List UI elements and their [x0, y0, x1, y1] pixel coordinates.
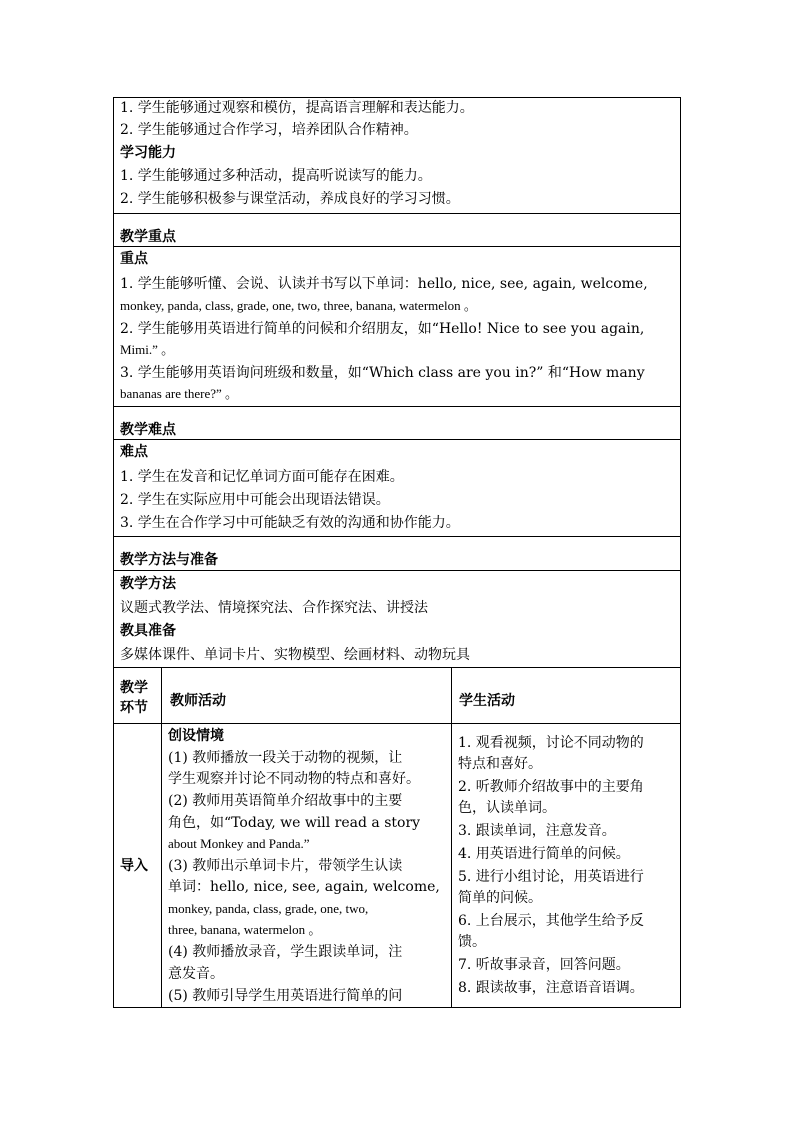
key-point-line: Mimi.” 。 [120, 342, 175, 357]
difficulty-line: 1. 学生在发音和记忆单词方面可能存在困难。 [120, 469, 404, 485]
teacher-activity-line: 角色，如“Today, we will read a story [168, 815, 421, 831]
methods-title: 教学方法与准备 [120, 552, 218, 568]
row-divider [113, 723, 681, 724]
key-point-line: 1. 学生能够听懂、会说、认读并书写以下单词：hello, nice, see, again, welcome, [120, 276, 648, 292]
key-points-title: 教学重点 [120, 229, 176, 245]
stage-cell [120, 856, 160, 878]
teacher-activity-line: (3) 教师出示单词卡片，带领学生认读 [168, 858, 403, 874]
teacher-activity-line: monkey, panda, class, grade, one, two, [168, 901, 369, 916]
row-divider [113, 667, 681, 668]
row-divider [113, 536, 681, 537]
student-activity-line: 8. 跟读故事，注意语音语调。 [458, 980, 644, 996]
teacher-header: 教师活动 [170, 693, 226, 709]
stage-header-line: 教学 [120, 680, 148, 696]
teacher-activity-line: about Monkey and Panda.” [168, 836, 310, 851]
objective-line: 2. 学生能够通过合作学习，培养团队合作精神。 [120, 122, 418, 138]
teacher-activity-line: 学生观察并讨论不同动物的特点和喜好。 [168, 771, 420, 787]
key-point-line: 3. 学生能够用英语询问班级和数量，如“Which class are you in?” 和“How many [120, 365, 645, 381]
method-heading: 教学方法 [120, 576, 176, 592]
teacher-activity-line: (4) 教师播放录音，学生跟读单词，注 [168, 944, 403, 960]
difficulties-cell [120, 439, 676, 536]
student-activity-line: 7. 听故事录音，回答问题。 [458, 957, 630, 973]
key-points-subheading: 重点 [120, 251, 148, 267]
student-column-header [459, 691, 674, 715]
learning-ability-heading: 学习能力 [120, 145, 176, 161]
method-text: 议题式教学法、情境探究法、合作探究法、讲授法 [120, 600, 428, 616]
objective-line: 1. 学生能够通过多种活动，提高听说读写的能力。 [120, 168, 432, 184]
student-activity-line: 5. 进行小组讨论，用英语进行 [458, 869, 644, 885]
teacher-activity-cell [168, 726, 450, 1006]
teacher-activity-line: 单词：hello, nice, see, again, welcome, [168, 879, 440, 895]
teacher-activity-line: (5) 教师引导学生用英语进行简单的问 [168, 988, 403, 1004]
column-divider [161, 667, 162, 1007]
student-activity-line: 馈。 [458, 934, 486, 950]
objective-line: 2. 学生能够积极参与课堂活动，养成良好的学习习惯。 [120, 191, 460, 207]
teacher-activity-line: 意发音。 [168, 966, 224, 982]
student-activity-line: 特点和喜好。 [458, 756, 542, 772]
stage-name: 导入 [120, 858, 148, 874]
student-activity-line: 色，认读单词。 [458, 800, 556, 816]
objective-line: 1. 学生能够通过观察和模仿，提高语言理解和表达能力。 [120, 100, 474, 116]
table-border-bottom [113, 1007, 681, 1008]
difficulties-subheading: 难点 [120, 444, 148, 460]
student-activity-line: 3. 跟读单词，注意发音。 [458, 823, 616, 839]
column-divider [451, 667, 452, 1007]
key-point-line: monkey, panda, class, grade, one, two, three, banana, watermelon 。 [120, 298, 477, 313]
teacher-activity-line: three, banana, watermelon 。 [168, 922, 322, 937]
student-activity-line: 4. 用英语进行简单的问候。 [458, 846, 630, 862]
student-activity-line: 2. 听教师介绍故事中的主要角 [458, 779, 644, 795]
stage-header-line: 环节 [120, 700, 148, 716]
prep-heading: 教具准备 [120, 623, 176, 639]
table-border-right [680, 97, 681, 1008]
student-activity-line: 简单的问候。 [458, 890, 542, 906]
key-points-cell [120, 246, 676, 406]
difficulty-line: 3. 学生在合作学习中可能缺乏有效的沟通和协作能力。 [120, 515, 460, 531]
student-activity-line: 1. 观看视频，讨论不同动物的 [458, 735, 644, 751]
key-points-header-cell [120, 217, 676, 245]
objectives-cell [120, 97, 676, 213]
teacher-activity-line: (2) 教师用英语简单介绍故事中的主要 [168, 793, 403, 809]
row-divider [113, 406, 681, 407]
table-border-left [113, 97, 114, 1008]
student-activity-line: 6. 上台展示，其他学生给予反 [458, 913, 644, 929]
teacher-column-header [170, 691, 440, 715]
stage-column-header [120, 678, 160, 722]
difficulty-line: 2. 学生在实际应用中可能会出现语法错误。 [120, 492, 390, 508]
student-header: 学生活动 [459, 693, 515, 709]
difficulties-header-cell [120, 410, 676, 438]
row-divider [113, 213, 681, 214]
key-point-line: 2. 学生能够用英语进行简单的问候和介绍朋友，如“Hello! Nice to see you again, [120, 321, 645, 337]
difficulties-title: 教学难点 [120, 422, 176, 438]
teacher-activity-line: (1) 教师播放一段关于动物的视频，让 [168, 750, 403, 766]
methods-cell [120, 570, 676, 667]
key-point-line: bananas are there?” 。 [120, 386, 239, 401]
teacher-activity-heading: 创设情境 [168, 728, 224, 744]
prep-text: 多媒体课件、单词卡片、实物模型、绘画材料、动物玩具 [120, 647, 470, 663]
student-activity-cell [458, 733, 678, 1003]
methods-header-cell [120, 540, 676, 569]
